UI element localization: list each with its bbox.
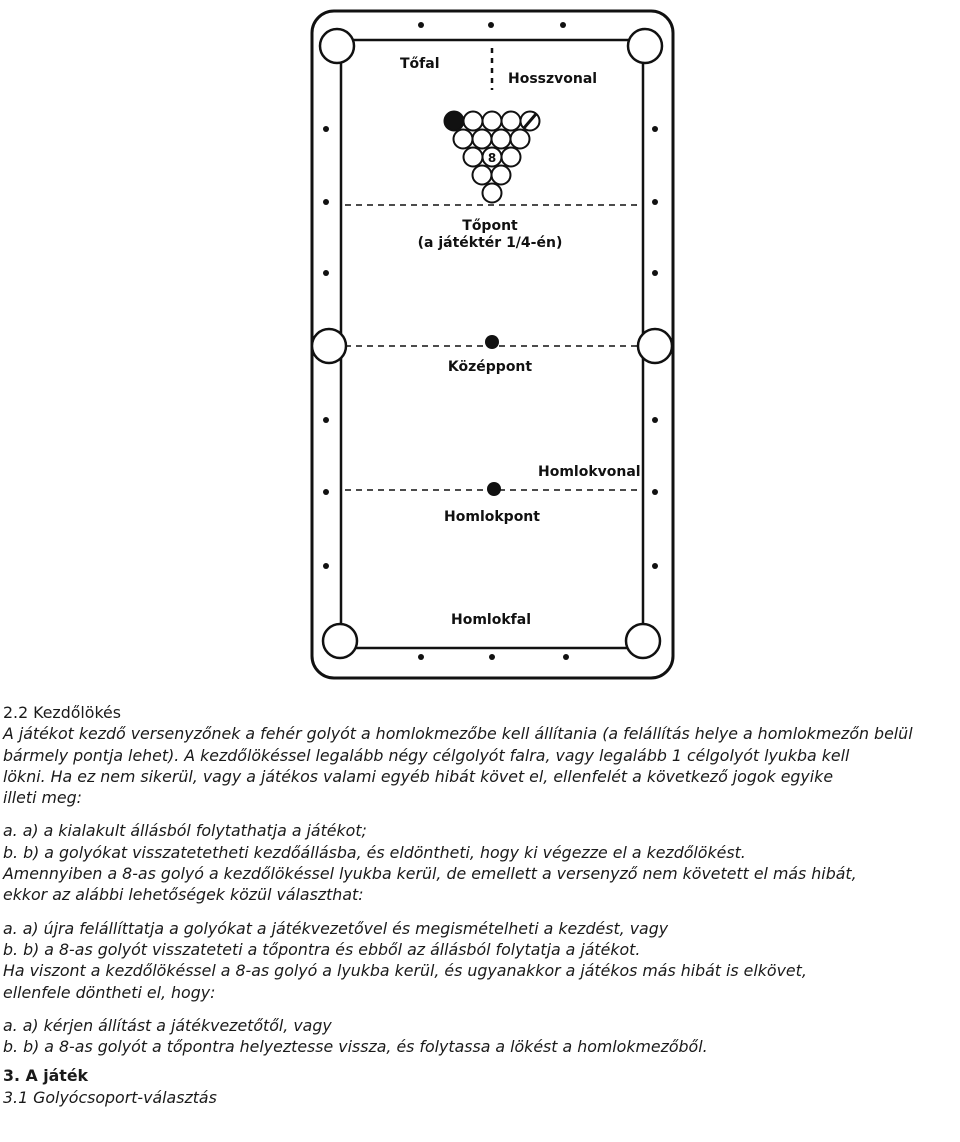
pocket-top-right bbox=[628, 29, 662, 63]
pocket-middle-left bbox=[312, 329, 346, 363]
label-homlokpont: Homlokpont bbox=[444, 509, 540, 525]
rack-ball bbox=[511, 130, 530, 149]
rack-ball bbox=[492, 166, 511, 185]
center-spot bbox=[485, 335, 499, 349]
list-text: b) a 8-as golyót a tőpontra helyeztesse vissza, és folytassa a lökést a homlokmezőből. bbox=[23, 1037, 708, 1057]
rules-text bbox=[3, 702, 960, 1108]
rack-ball bbox=[473, 130, 492, 149]
section-heading: 2.2 Kezdőlökés bbox=[3, 703, 122, 722]
label-homlokvonal: Homlokvonal bbox=[538, 464, 641, 480]
paragraph-line: Amennyiben a 8-as golyó a kezdőlökéssel lyukba kerül, de emellett a versenyző nem követett el más hibát, bbox=[3, 864, 857, 884]
section-heading: 3. A játék bbox=[3, 1066, 89, 1086]
label-topont-note: (a játéktér 1/4-én) bbox=[417, 235, 563, 251]
list-item bbox=[3, 918, 960, 939]
rack-ball bbox=[464, 112, 483, 131]
paragraph-line: Ha viszont a kezdőlökéssel a 8-as golyó a lyukba kerül, és ugyanakkor a játékos más hibát is elkövet, bbox=[3, 961, 807, 981]
label-tofal: Tőfal bbox=[400, 56, 440, 72]
list-text: b) a 8-as golyót visszateteti a tőpontra és ebből az állásból folytatja a játékot. bbox=[23, 939, 641, 959]
paragraph-line: ekkor az alábbi lehetőségek közül választhat: bbox=[3, 885, 364, 905]
pocket-middle-right bbox=[638, 329, 672, 363]
label-hosszvonal: Hosszvonal bbox=[508, 71, 598, 87]
list-marker: b. bbox=[3, 1037, 19, 1057]
head-spot bbox=[487, 482, 501, 496]
paragraph-line: ellenfele döntheti el, hogy: bbox=[3, 982, 216, 1002]
list-text: a) kérjen állítást a játékvezetőtől, vagy bbox=[22, 1015, 332, 1035]
rack-ball bbox=[483, 112, 502, 131]
list-marker: a. bbox=[3, 1015, 18, 1035]
rack-ball bbox=[483, 184, 502, 203]
list-marker: a. bbox=[3, 918, 18, 938]
pocket-bottom-right bbox=[626, 624, 660, 658]
subsection-heading: 3.1 Golyócsoport-választás bbox=[3, 1087, 217, 1107]
paragraph-line: A játékot kezdő versenyzőnek a fehér golyót a homlokmezőbe kell állítania (a felállítás helye a homlokmezőn belül bbox=[3, 724, 913, 744]
list-item bbox=[3, 842, 960, 863]
paragraph-line: illeti meg: bbox=[3, 788, 82, 808]
rack-ball-number: 8 bbox=[487, 151, 497, 165]
pocket-bottom-left bbox=[323, 624, 357, 658]
rack-ball bbox=[473, 166, 492, 185]
list-text: a) a kialakult állásból folytathatja a játékot; bbox=[22, 821, 367, 841]
list-item bbox=[3, 1036, 960, 1057]
rack-ball bbox=[464, 148, 483, 167]
rack-ball bbox=[502, 148, 521, 167]
label-kozeppont: Középpont bbox=[447, 359, 533, 375]
list-item bbox=[3, 820, 960, 841]
rack-ball bbox=[502, 112, 521, 131]
paragraph-line: bármely pontja lehet). A kezdőlökéssel legalább négy célgolyót falra, vagy legalább 1 célgolyót lyukba kell bbox=[3, 745, 850, 765]
list-item bbox=[3, 939, 960, 960]
list-marker: b. bbox=[3, 939, 19, 959]
rack-ball bbox=[454, 130, 473, 149]
list-marker: b. bbox=[3, 842, 19, 862]
rack-ball bbox=[492, 130, 511, 149]
paragraph-line: lökni. Ha ez nem sikerül, vagy a játékos valami egyéb hibát követ el, ellenfelét a következő jogok egyike bbox=[3, 766, 834, 786]
label-homlokfal: Homlokfal bbox=[451, 612, 531, 628]
rack-ball bbox=[445, 112, 464, 131]
list-text: a) újra felállíttatja a golyókat a játékvezetővel és megismételheti a kezdést, vagy bbox=[22, 918, 669, 938]
label-topont: Tőpont bbox=[462, 218, 518, 234]
list-text: b) a golyókat visszatetetheti kezdőállásba, és eldöntheti, hogy ki végezze el a kezdőlökést. bbox=[23, 842, 746, 862]
pocket-top-left bbox=[320, 29, 354, 63]
list-item bbox=[3, 1015, 960, 1036]
list-marker: a. bbox=[3, 821, 18, 841]
